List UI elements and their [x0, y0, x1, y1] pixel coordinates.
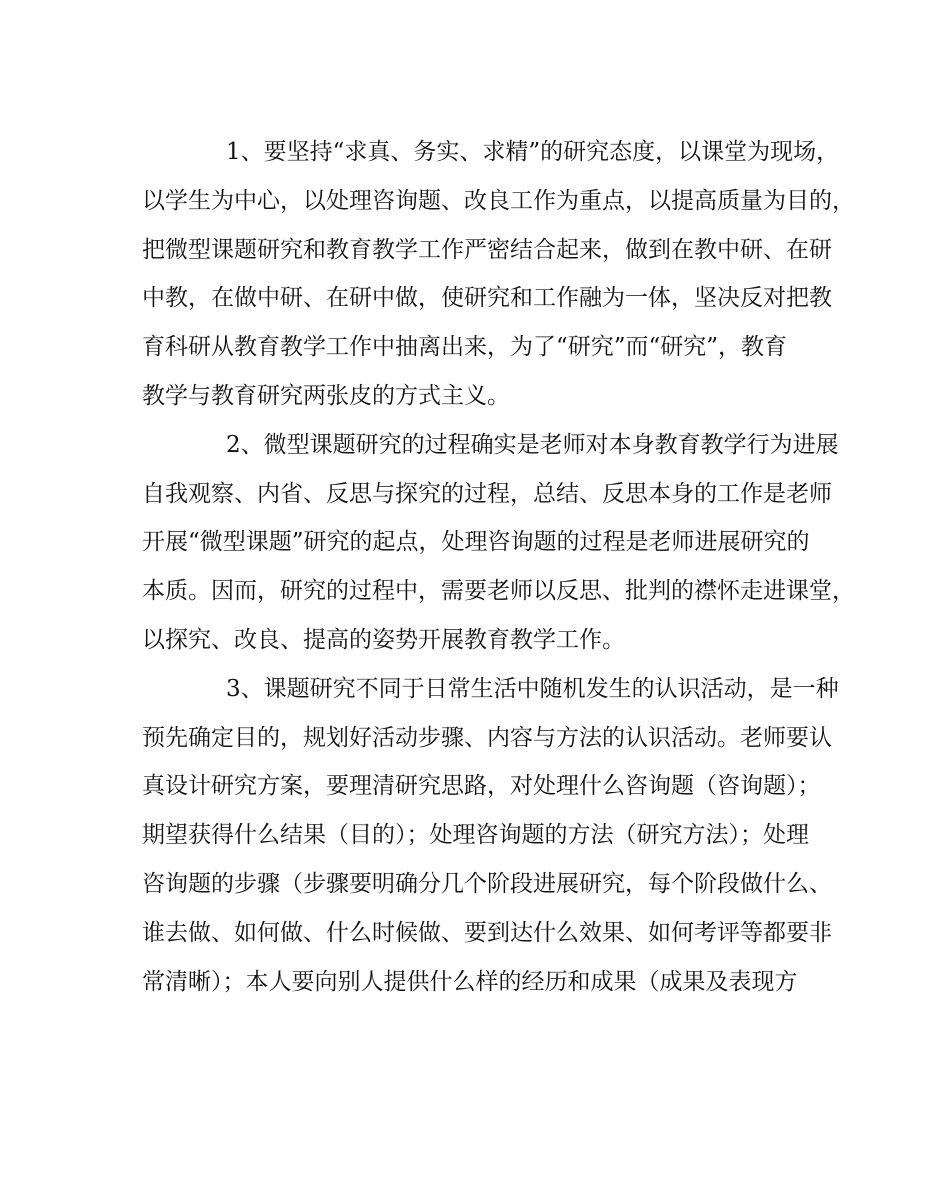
paragraph-2 [142, 421, 855, 665]
text-line: 咨询题的步骤（步骤要明确分几个阶段进展研究，每个阶段做什么、 [142, 870, 832, 897]
text-line: 育科研从教育教学工作中抽离出来，为了“研究”而“研究”，教育 [142, 334, 788, 361]
paragraph-3 [142, 665, 839, 1007]
text-line: 自我观察、内省、反思与探究的过程，总结、反思本身的工作是老师 [142, 480, 832, 507]
paragraph-1 [142, 128, 855, 421]
text-line: 开展“微型课题”研究的起点，处理咨询题的过程是老师进展研究的 [142, 529, 810, 556]
text-line: 期望获得什么结果（目的）；处理咨询题的方法（研究方法）；处理 [142, 822, 809, 849]
text-line: 预先确定目的，规划好活动步骤、内容与方法的认识活动。老师要认 [142, 724, 832, 751]
text-line: 3、课题研究不同于日常生活中随机发生的认识活动，是一种 [226, 675, 839, 702]
text-line: 中教，在做中研、在研中做，使研究和工作融为一体，坚决反对把教 [142, 285, 832, 312]
text-line: 真设计研究方案，要理清研究思路，对处理什么咨询题（咨询题）； [142, 773, 821, 800]
text-line: 以探究、改良、提高的姿势开展教育教学工作。 [142, 626, 625, 653]
text-line: 教学与教育研究两张皮的方式主义。 [142, 382, 510, 409]
text-line: 谁去做、如何做、什么时候做、要到达什么效果、如何考评等都要非 [142, 919, 832, 946]
text-line: 常清晰）；本人要向别人提供什么样的经历和成果（成果及表现方 [142, 968, 798, 995]
document-body [142, 128, 855, 1006]
text-line: 1、要坚持“求真、务实、求精”的研究态度，以课堂为现场， [226, 139, 840, 165]
text-line: 以学生为中心，以处理咨询题、改良工作为重点，以提高质量为目的， [142, 187, 855, 214]
text-line: 本质。因而，研究的过程中，需要老师以反思、批判的襟怀走进课堂， [142, 578, 855, 605]
text-line: 把微型课题研究和教育教学工作严密结合起来，做到在教中研、在研 [142, 236, 832, 263]
text-line: 2、微型课题研究的过程确实是老师对本身教育教学行为进展 [226, 431, 839, 458]
